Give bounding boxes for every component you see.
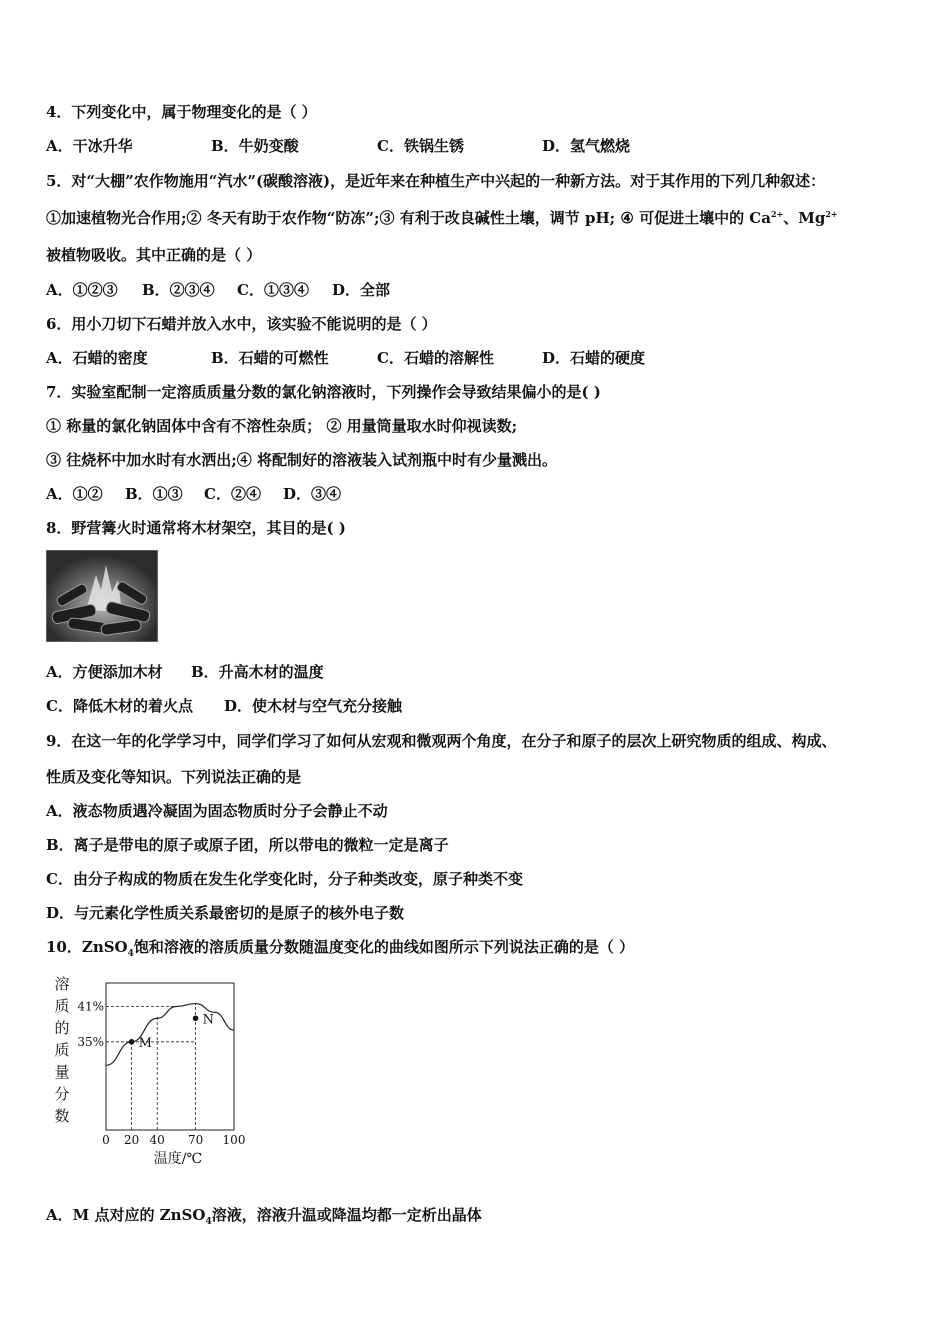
x-tick-label: 0 (102, 1133, 110, 1147)
point-n (193, 1015, 199, 1021)
solubility-chart (46, 975, 261, 1170)
q8-option-c: C．降低木材的着火点 (46, 697, 193, 715)
q8-option-d: D．使木材与空气充分接触 (224, 697, 403, 715)
q8-option-b: B．升高木材的温度 (191, 663, 324, 681)
q9-option-c: C．由分子构成的物质在发生化学变化时，分子种类改变，原子种类不变 (46, 870, 523, 888)
y-axis-label-char: 数 (54, 1107, 70, 1125)
y-tick-label: 41% (77, 999, 104, 1014)
q4-option-c: C．铁锅生锈 (377, 137, 464, 155)
q8-options-row2 (46, 696, 402, 716)
q9-stem-2: 性质及变化等知识。下列说法正确的是 (46, 768, 302, 786)
q9-option-a: A．液态物质遇冷凝固为固态物质时分子会静止不动 (46, 802, 388, 820)
ca-charge: 2+ (770, 209, 784, 219)
q6-option-d: D．石蜡的硬度 (542, 349, 646, 367)
x-tick-label: 20 (123, 1133, 140, 1147)
y-axis-label-char: 溶 (54, 975, 70, 993)
q10-stem-a: 10．ZnSO (46, 938, 128, 956)
q10-option-a (46, 1205, 482, 1225)
point-label-m: M (138, 1035, 152, 1051)
q5-option-d: D．全部 (332, 281, 391, 299)
y-axis-label-char: 分 (54, 1085, 70, 1103)
q9-stem-1: 9．在这一年的化学学习中，同学们学习了如何从宏观和微观两个角度，在分子和原子的层次上研究物质的组成、构成、 (46, 732, 837, 750)
y-axis-label-char: 质 (54, 997, 70, 1015)
q4-option-a: A．干冰升华 (46, 137, 133, 155)
q4-stem: 4．下列变化中，属于物理变化的是（ ） (46, 103, 317, 121)
campfire-image (46, 550, 158, 642)
x-tick-label: 70 (187, 1133, 204, 1147)
q5-option-b: B．②③④ (142, 281, 215, 299)
q8-stem: 8．野营篝火时通常将木材架空，其目的是( ) (46, 519, 346, 537)
q6-option-b: B．石蜡的可燃性 (211, 349, 329, 367)
q10-stem (46, 937, 634, 957)
q7-statement-2: ③ 往烧杯中加水时有水洒出;④ 将配制好的溶液装入试剂瓶中时有少量溅出。 (46, 451, 557, 469)
y-axis-label-char: 量 (54, 1063, 70, 1081)
solubility-curve-line (106, 1004, 234, 1066)
y-tick-label: 35% (77, 1034, 104, 1049)
q5-statements (46, 208, 838, 228)
q6-options (46, 348, 645, 368)
x-tick-label: 100 (222, 1133, 246, 1147)
chart-frame (106, 983, 234, 1130)
y-axis-label-char: 的 (54, 1019, 70, 1037)
q4-options (46, 136, 630, 156)
q5-statements-text: ①加速植物光合作用;② 冬天有助于农作物“防冻”;③ 有利于改良碱性土壤，调节 pH; ④ 可促进土壤中的 Ca (46, 209, 771, 227)
mg-charge: 2+ (825, 209, 838, 219)
x-axis-label: 温度/℃ (153, 1151, 203, 1167)
q5-mg-text: 、Mg (783, 209, 826, 227)
q5-question: 被植物吸收。其中正确的是（ ） (46, 246, 262, 264)
q6-option-c: C．石蜡的溶解性 (377, 349, 494, 367)
q7-option-a: A．①② (46, 485, 103, 503)
q10-stem-sub: 4 (127, 949, 134, 959)
q9-option-b: B．离子是带电的原子或原子团，所以带电的微粒一定是离子 (46, 836, 449, 854)
q5-option-a: A．①②③ (46, 281, 118, 299)
q10-option-a-text-b: 溶液，溶液升温或降温均都一定析出晶体 (211, 1206, 482, 1224)
q6-option-a: A．石蜡的密度 (46, 349, 148, 367)
q7-options (46, 484, 341, 504)
q4-option-d: D．氢气燃烧 (542, 137, 631, 155)
point-m (129, 1039, 135, 1045)
q5-option-c: C．①③④ (237, 281, 309, 299)
q7-option-b: B．①③ (125, 485, 183, 503)
q7-option-d: D．③④ (283, 485, 342, 503)
q9-option-d: D．与元素化学性质关系最密切的是原子的核外电子数 (46, 904, 405, 922)
q5-options (46, 280, 390, 300)
q4-option-b: B．牛奶变酸 (211, 137, 299, 155)
y-axis-label-char: 质 (54, 1041, 70, 1059)
q6-stem: 6．用小刀切下石蜡并放入水中，该实验不能说明的是（ ） (46, 315, 437, 333)
q7-statement-1: ① 称量的氯化钠固体中含有不溶性杂质； ② 用量筒量取水时仰视读数; (46, 417, 518, 435)
q8-option-a: A．方便添加木材 (46, 663, 163, 681)
point-label-n: N (202, 1012, 214, 1028)
q8-options-row1 (46, 662, 324, 682)
q10-option-a-sub: 4 (205, 1217, 212, 1227)
q7-option-c: C．②④ (204, 485, 261, 503)
q7-stem: 7．实验室配制一定溶质质量分数的氯化钠溶液时，下列操作会导致结果偏小的是( ) (46, 383, 601, 401)
q10-stem-b: 饱和溶液的溶质质量分数随温度变化的曲线如图所示下列说法正确的是（ ） (133, 938, 635, 956)
q10-option-a-text-a: A．M 点对应的 ZnSO (46, 1206, 206, 1224)
q5-stem: 5．对“大棚”农作物施用“汽水”(碳酸溶液)，是近年来在种植生产中兴起的一种新方法。对于其作用的下列几种叙述： (46, 172, 826, 190)
x-tick-label: 40 (149, 1133, 165, 1147)
